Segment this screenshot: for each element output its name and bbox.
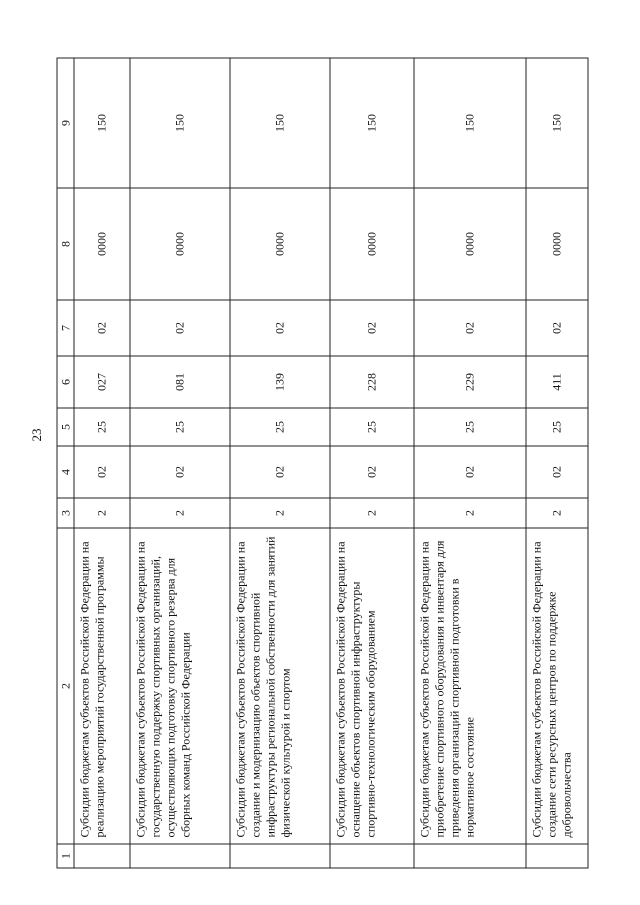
table-row (230, 58, 330, 868)
table-row (74, 58, 130, 868)
cell-col-9: 150 (130, 58, 230, 188)
budget-table (57, 58, 589, 869)
cell-col-4: 02 (230, 446, 330, 498)
cell-col-9: 150 (74, 58, 130, 188)
cell-col-4: 02 (526, 446, 588, 498)
header-col-8: 8 (57, 188, 74, 300)
header-col-2: 2 (57, 528, 74, 844)
cell-col-4: 02 (130, 446, 230, 498)
cell-col-9: 150 (230, 58, 330, 188)
cell-col-1 (414, 844, 526, 868)
table-row (526, 58, 588, 868)
header-col-9: 9 (57, 58, 74, 188)
cell-col-5: 25 (526, 408, 588, 446)
cell-col-1 (230, 844, 330, 868)
cell-col-5: 25 (74, 408, 130, 446)
cell-description: Субсидии бюджетам субъектов Российской Федерации на приобретение спортивного оборудования и инвентаря для приведения организаций спортивной подготовки в нормативное состояние (414, 528, 526, 844)
table-row (330, 58, 414, 868)
cell-col-3: 2 (130, 498, 230, 528)
cell-col-6: 411 (526, 356, 588, 408)
header-col-4: 4 (57, 446, 74, 498)
cell-col-4: 02 (330, 446, 414, 498)
cell-col-7: 02 (526, 300, 588, 356)
cell-col-8: 0000 (526, 188, 588, 300)
cell-col-9: 150 (330, 58, 414, 188)
cell-col-7: 02 (74, 300, 130, 356)
cell-col-3: 2 (230, 498, 330, 528)
cell-col-6: 081 (130, 356, 230, 408)
cell-description: Субсидии бюджетам субъектов Российской Федерации на государственную поддержку спортивных организаций, осуществляющих подготовку спортивного резерва для сборных команд Российской Федерации (130, 528, 230, 844)
cell-col-4: 02 (414, 446, 526, 498)
cell-col-1 (74, 844, 130, 868)
page-number: 23 (29, 428, 44, 442)
cell-col-1 (130, 844, 230, 868)
cell-col-5: 25 (130, 408, 230, 446)
cell-col-6: 027 (74, 356, 130, 408)
cell-col-7: 02 (414, 300, 526, 356)
cell-col-5: 25 (330, 408, 414, 446)
cell-description: Субсидии бюджетам субъектов Российской Федерации на реализацию мероприятий государственной программы (74, 528, 130, 844)
header-col-1: 1 (57, 844, 74, 868)
cell-col-3: 2 (330, 498, 414, 528)
table-row (130, 58, 230, 868)
cell-description: Субсидии бюджетам субъектов Российской Федерации на создание и модернизацию объектов спортивной инфраструктуры региональной собственности для занятий физической культурой и спортом (230, 528, 330, 844)
cell-col-1 (330, 844, 414, 868)
cell-col-5: 25 (230, 408, 330, 446)
cell-col-3: 2 (526, 498, 588, 528)
cell-col-6: 229 (414, 356, 526, 408)
cell-col-4: 02 (74, 446, 130, 498)
cell-col-3: 2 (74, 498, 130, 528)
cell-col-6: 228 (330, 356, 414, 408)
cell-col-8: 0000 (74, 188, 130, 300)
cell-col-3: 2 (414, 498, 526, 528)
cell-description: Субсидии бюджетам субъектов Российской Федерации на оснащение объектов спортивной инфраструктуры спортивно-технологическим оборудованием (330, 528, 414, 844)
header-col-7: 7 (57, 300, 74, 356)
table-row (414, 58, 526, 868)
cell-col-5: 25 (414, 408, 526, 446)
cell-col-7: 02 (230, 300, 330, 356)
header-col-3: 3 (57, 498, 74, 528)
cell-col-7: 02 (330, 300, 414, 356)
cell-col-8: 0000 (230, 188, 330, 300)
cell-description: Субсидии бюджетам субъектов Российской Федерации на создание сети ресурсных центров по поддержке добровольчества (526, 528, 588, 844)
cell-col-1 (526, 844, 588, 868)
header-col-5: 5 (57, 408, 74, 446)
header-col-6: 6 (57, 356, 74, 408)
cell-col-8: 0000 (130, 188, 230, 300)
cell-col-8: 0000 (330, 188, 414, 300)
cell-col-9: 150 (526, 58, 588, 188)
cell-col-8: 0000 (414, 188, 526, 300)
table-header-row (57, 58, 74, 868)
cell-col-9: 150 (414, 58, 526, 188)
cell-col-7: 02 (130, 300, 230, 356)
cell-col-6: 139 (230, 356, 330, 408)
